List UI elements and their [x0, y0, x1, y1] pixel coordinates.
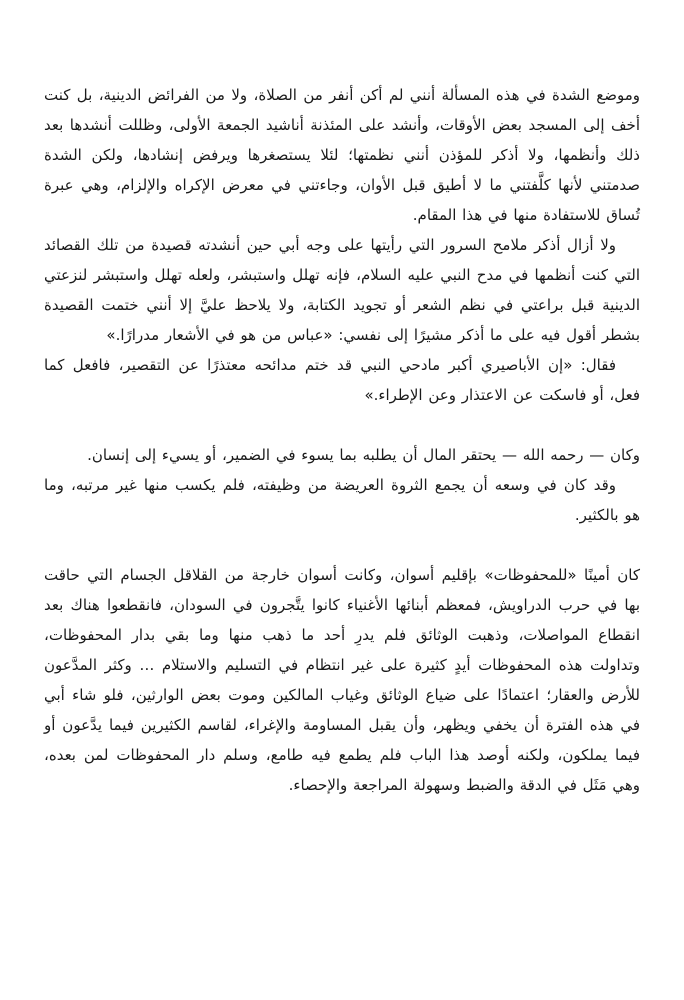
- paragraph: ولا أزال أذكر ملامح السرور التي رأيتها على وجه أبي حين أنشدته قصيدة من تلك القصائد التي كنت أنظمها في مدح النبي عليه السلام، فإنه تهلل واستبشر، ولعله تهلل واستبشر لنزعتي الدينية قبل براعتي في نظم الشعر أو تجويد الكتابة، ولا يلاحظ عليَّ إلا أنني ختمت القصيدة بشطر أقول فيه على ما أذكر مشيرًا إلى نفسي: «عباس من هو في الأشعار مدرارًا.»: [44, 236, 640, 344]
- document-page: [44, 80, 640, 800]
- paragraph: وقد كان في وسعه أن يجمع الثروة العريضة من وظيفته، فلم يكسب منها غير مرتبه، وما هو بالكثير.: [44, 476, 640, 524]
- section-3: [44, 560, 640, 800]
- paragraph: فقال: «إن الأباصيري أكبر مادحي النبي قد ختم مدائحه معتذرًا عن التقصير، فافعل كما فعل، أو فاسكت عن الاعتذار وعن الإطراء.»: [44, 356, 640, 404]
- paragraph: كان أمينًا «للمحفوظات» بإقليم أسوان، وكانت أسوان خارجة من القلاقل الجسام التي حاقت بها في حرب الدراويش، فمعظم أبنائها الأغنياء كانوا يتَّجرون في السودان، فانقطعوا هناك بعد انقطاع المواصلات، وذهبت الوثائق فلم يدرِ أحد ما ذهب منها وما بقي بدار المحفوظات، وتداولت هذه المحفوظات أيدٍ كثيرة على غير انتظام في التسليم والاستلام … وكثر المدَّعون للأرض والعقار؛ اعتمادًا على ضياع الوثائق وغياب المالكين وموت بعض الوارثين، فلو شاء أبي في هذه الفترة أن يخفي ويظهر، وأن يقبل المساومة والإغراء، لقاسم الكثيرين فيما يدَّعون أو فيما يملكون، ولكنه أوصد هذا الباب فلم يطمع فيه طامع، وسلم دار المحفوظات لمن بعده، وهي مَثَل في الدقة والضبط وسهولة المراجعة والإحصاء.: [44, 566, 640, 794]
- section-1: [44, 80, 640, 410]
- paragraph: وموضع الشدة في هذه المسألة أنني لم أكن أنفر من الصلاة، ولا من الفرائض الدينية، بل كنت أخف إلى المسجد بعض الأوقات، وأنشد على المئذنة أناشيد الجمعة الأولى، وظللت أنشدها بعد ذلك وأنظمها، ولا أذكر للمؤذن أنني نظمتها؛ لئلا يستصغرها ويرفض إنشادها، ولكن الشدة صدمتني لأنها كلَّفتني ما لا أطيق قبل الأوان، وجاءتني في معرض الإكراه والإلزام، وهي عبرة تُساق للاستفادة منها في هذا المقام.: [44, 86, 640, 224]
- paragraph: وكان — رحمه الله — يحتقر المال أن يطلبه بما يسوء في الضمير، أو يسيء إلى إنسان.: [87, 446, 640, 464]
- section-2: [44, 440, 640, 530]
